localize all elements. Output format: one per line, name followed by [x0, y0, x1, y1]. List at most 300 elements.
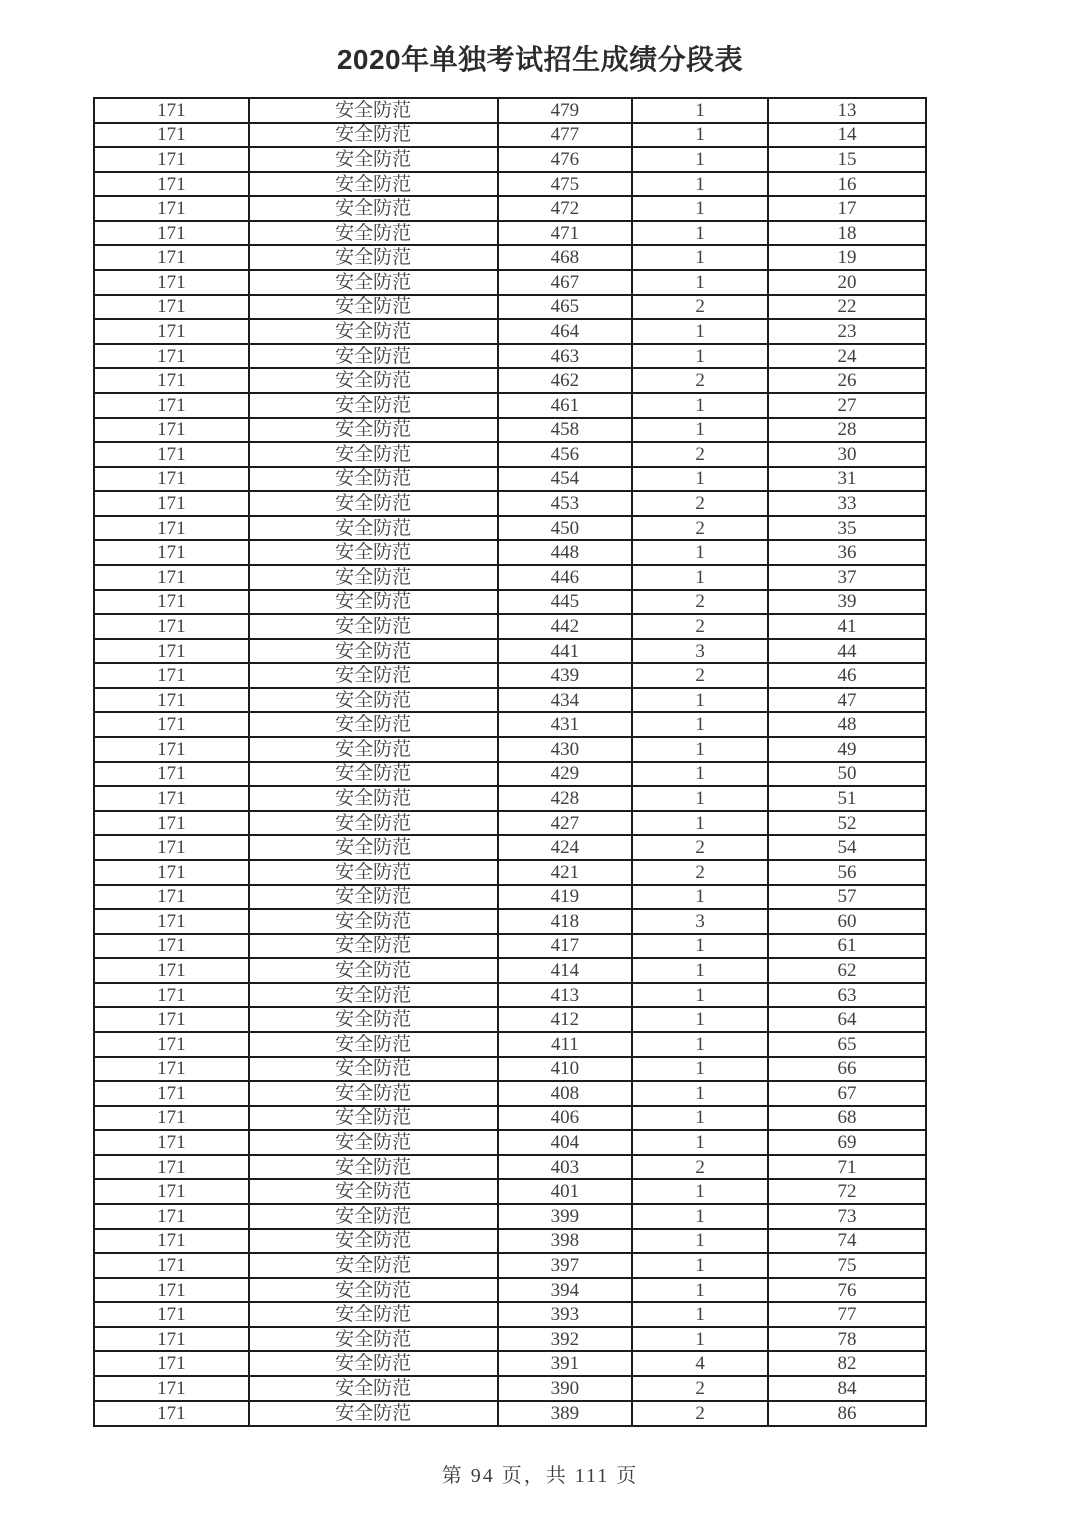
table-row	[94, 1155, 926, 1180]
table-row	[94, 98, 926, 123]
table-cell: 50	[768, 762, 926, 787]
table-cell: 49	[768, 737, 926, 762]
table-cell: 安全防范	[249, 860, 498, 885]
table-cell: 393	[498, 1302, 633, 1327]
table-cell: 1	[632, 1204, 768, 1229]
table-cell: 31	[768, 467, 926, 492]
table-cell: 51	[768, 786, 926, 811]
table-row	[94, 196, 926, 221]
table-cell: 安全防范	[249, 786, 498, 811]
table-cell: 65	[768, 1032, 926, 1057]
table-cell: 171	[94, 909, 249, 934]
table-cell: 171	[94, 1081, 249, 1106]
table-cell: 465	[498, 295, 633, 320]
table-row	[94, 663, 926, 688]
table-cell: 171	[94, 1302, 249, 1327]
table-cell: 71	[768, 1155, 926, 1180]
table-row	[94, 1007, 926, 1032]
table-cell: 18	[768, 221, 926, 246]
table-row	[94, 958, 926, 983]
table-cell: 171	[94, 885, 249, 910]
table-cell: 安全防范	[249, 565, 498, 590]
table-cell: 413	[498, 983, 633, 1008]
table-row	[94, 860, 926, 885]
table-cell: 171	[94, 147, 249, 172]
table-cell: 479	[498, 98, 633, 123]
table-cell: 171	[94, 835, 249, 860]
table-cell: 安全防范	[249, 1401, 498, 1426]
table-cell: 399	[498, 1204, 633, 1229]
table-cell: 2	[632, 860, 768, 885]
table-cell: 57	[768, 885, 926, 910]
table-cell: 171	[94, 540, 249, 565]
table-cell: 78	[768, 1327, 926, 1352]
table-cell: 安全防范	[249, 909, 498, 934]
table-cell: 1	[632, 147, 768, 172]
table-cell: 418	[498, 909, 633, 934]
table-row	[94, 1032, 926, 1057]
table-row	[94, 319, 926, 344]
table-cell: 安全防范	[249, 418, 498, 443]
table-cell: 安全防范	[249, 1057, 498, 1082]
table-cell: 171	[94, 1327, 249, 1352]
table-cell: 60	[768, 909, 926, 934]
table-row	[94, 442, 926, 467]
table-row	[94, 344, 926, 369]
table-row	[94, 147, 926, 172]
table-cell: 48	[768, 712, 926, 737]
table-cell: 1	[632, 1253, 768, 1278]
table-cell: 安全防范	[249, 958, 498, 983]
table-cell: 35	[768, 516, 926, 541]
table-cell: 398	[498, 1229, 633, 1254]
table-cell: 171	[94, 860, 249, 885]
table-cell: 安全防范	[249, 319, 498, 344]
table-cell: 安全防范	[249, 1253, 498, 1278]
table-cell: 47	[768, 688, 926, 713]
table-cell: 472	[498, 196, 633, 221]
table-cell: 171	[94, 958, 249, 983]
table-cell: 171	[94, 663, 249, 688]
table-cell: 1	[632, 811, 768, 836]
table-cell: 424	[498, 835, 633, 860]
table-cell: 安全防范	[249, 639, 498, 664]
table-cell: 安全防范	[249, 540, 498, 565]
table-cell: 安全防范	[249, 811, 498, 836]
table-cell: 1	[632, 958, 768, 983]
table-cell: 1	[632, 1130, 768, 1155]
table-cell: 76	[768, 1278, 926, 1303]
table-cell: 171	[94, 245, 249, 270]
table-cell: 406	[498, 1106, 633, 1131]
table-row	[94, 1130, 926, 1155]
table-cell: 46	[768, 663, 926, 688]
table-cell: 1	[632, 1327, 768, 1352]
table-cell: 安全防范	[249, 1081, 498, 1106]
table-cell: 171	[94, 1278, 249, 1303]
table-cell: 16	[768, 172, 926, 197]
table-row	[94, 123, 926, 148]
table-row	[94, 786, 926, 811]
table-cell: 安全防范	[249, 1376, 498, 1401]
table-row	[94, 712, 926, 737]
table-cell: 171	[94, 467, 249, 492]
table-cell: 3	[632, 909, 768, 934]
score-distribution-table	[93, 97, 927, 1427]
table-cell: 30	[768, 442, 926, 467]
table-cell: 448	[498, 540, 633, 565]
table-cell: 1	[632, 270, 768, 295]
table-cell: 171	[94, 344, 249, 369]
table-cell: 74	[768, 1229, 926, 1254]
table-cell: 安全防范	[249, 491, 498, 516]
table-row	[94, 1057, 926, 1082]
table-cell: 1	[632, 418, 768, 443]
table-cell: 171	[94, 737, 249, 762]
table-row	[94, 1376, 926, 1401]
table-cell: 62	[768, 958, 926, 983]
table-row	[94, 885, 926, 910]
table-cell: 33	[768, 491, 926, 516]
table-cell: 392	[498, 1327, 633, 1352]
table-cell: 安全防范	[249, 663, 498, 688]
table-cell: 1	[632, 737, 768, 762]
table-row	[94, 516, 926, 541]
table-row	[94, 368, 926, 393]
table-cell: 171	[94, 1155, 249, 1180]
table-cell: 安全防范	[249, 983, 498, 1008]
table-cell: 1	[632, 344, 768, 369]
table-cell: 171	[94, 934, 249, 959]
table-cell: 430	[498, 737, 633, 762]
table-cell: 2	[632, 442, 768, 467]
table-row	[94, 1204, 926, 1229]
table-cell: 171	[94, 1376, 249, 1401]
table-cell: 66	[768, 1057, 926, 1082]
table-cell: 安全防范	[249, 172, 498, 197]
table-row	[94, 1401, 926, 1426]
table-cell: 171	[94, 590, 249, 615]
table-cell: 64	[768, 1007, 926, 1032]
table-cell: 171	[94, 393, 249, 418]
table-cell: 17	[768, 196, 926, 221]
table-cell: 1	[632, 467, 768, 492]
table-cell: 391	[498, 1351, 633, 1376]
table-cell: 1	[632, 1278, 768, 1303]
table-cell: 462	[498, 368, 633, 393]
table-cell: 467	[498, 270, 633, 295]
table-cell: 2	[632, 1401, 768, 1426]
table-cell: 171	[94, 368, 249, 393]
table-cell: 86	[768, 1401, 926, 1426]
table-cell: 安全防范	[249, 442, 498, 467]
table-cell: 67	[768, 1081, 926, 1106]
table-cell: 171	[94, 786, 249, 811]
table-cell: 464	[498, 319, 633, 344]
table-cell: 403	[498, 1155, 633, 1180]
table-row	[94, 1253, 926, 1278]
table-cell: 安全防范	[249, 762, 498, 787]
table-cell: 456	[498, 442, 633, 467]
table-cell: 安全防范	[249, 245, 498, 270]
table-cell: 13	[768, 98, 926, 123]
table-cell: 454	[498, 467, 633, 492]
table-row	[94, 491, 926, 516]
table-cell: 72	[768, 1179, 926, 1204]
table-cell: 安全防范	[249, 1130, 498, 1155]
table-cell: 安全防范	[249, 516, 498, 541]
table-cell: 171	[94, 221, 249, 246]
table-cell: 471	[498, 221, 633, 246]
table-cell: 2	[632, 1376, 768, 1401]
table-cell: 171	[94, 1401, 249, 1426]
table-cell: 171	[94, 172, 249, 197]
table-row	[94, 688, 926, 713]
table-cell: 2	[632, 1155, 768, 1180]
table-cell: 2	[632, 516, 768, 541]
table-cell: 2	[632, 663, 768, 688]
table-cell: 171	[94, 123, 249, 148]
table-cell: 安全防范	[249, 1106, 498, 1131]
table-cell: 477	[498, 123, 633, 148]
table-cell: 安全防范	[249, 196, 498, 221]
table-row	[94, 1106, 926, 1131]
table-cell: 2	[632, 368, 768, 393]
table-cell: 68	[768, 1106, 926, 1131]
table-cell: 421	[498, 860, 633, 885]
table-cell: 401	[498, 1179, 633, 1204]
table-cell: 41	[768, 614, 926, 639]
table-cell: 61	[768, 934, 926, 959]
table-cell: 171	[94, 319, 249, 344]
table-cell: 安全防范	[249, 98, 498, 123]
table-cell: 476	[498, 147, 633, 172]
table-cell: 1	[632, 393, 768, 418]
table-cell: 75	[768, 1253, 926, 1278]
table-row	[94, 737, 926, 762]
table-cell: 431	[498, 712, 633, 737]
table-cell: 44	[768, 639, 926, 664]
table-cell: 445	[498, 590, 633, 615]
table-cell: 171	[94, 1253, 249, 1278]
table-cell: 安全防范	[249, 1204, 498, 1229]
table-cell: 1	[632, 934, 768, 959]
table-cell: 475	[498, 172, 633, 197]
table-cell: 171	[94, 712, 249, 737]
table-cell: 171	[94, 1229, 249, 1254]
score-table-body	[94, 98, 926, 1426]
table-cell: 414	[498, 958, 633, 983]
table-cell: 1	[632, 245, 768, 270]
table-cell: 安全防范	[249, 123, 498, 148]
table-cell: 450	[498, 516, 633, 541]
table-cell: 171	[94, 811, 249, 836]
table-row	[94, 1278, 926, 1303]
table-cell: 410	[498, 1057, 633, 1082]
table-cell: 1	[632, 688, 768, 713]
table-cell: 1	[632, 123, 768, 148]
table-cell: 171	[94, 442, 249, 467]
table-cell: 171	[94, 1351, 249, 1376]
table-cell: 171	[94, 1106, 249, 1131]
table-cell: 1	[632, 1302, 768, 1327]
page-number-footer: 第 94 页，共 111 页	[441, 1465, 639, 1487]
table-cell: 安全防范	[249, 344, 498, 369]
table-cell: 453	[498, 491, 633, 516]
table-cell: 82	[768, 1351, 926, 1376]
table-cell: 23	[768, 319, 926, 344]
table-cell: 1	[632, 1106, 768, 1131]
table-row	[94, 393, 926, 418]
table-cell: 安全防范	[249, 1229, 498, 1254]
table-cell: 54	[768, 835, 926, 860]
table-cell: 28	[768, 418, 926, 443]
table-cell: 73	[768, 1204, 926, 1229]
table-cell: 1	[632, 221, 768, 246]
table-row	[94, 614, 926, 639]
table-cell: 171	[94, 516, 249, 541]
table-cell: 2	[632, 491, 768, 516]
table-cell: 171	[94, 491, 249, 516]
table-cell: 安全防范	[249, 1351, 498, 1376]
table-cell: 1	[632, 172, 768, 197]
table-cell: 171	[94, 295, 249, 320]
page-title: 2020年单独考试招生成绩分段表	[336, 44, 744, 75]
table-cell: 26	[768, 368, 926, 393]
table-cell: 2	[632, 590, 768, 615]
table-row	[94, 1302, 926, 1327]
table-cell: 458	[498, 418, 633, 443]
table-cell: 安全防范	[249, 295, 498, 320]
table-cell: 安全防范	[249, 147, 498, 172]
table-cell: 171	[94, 688, 249, 713]
table-cell: 安全防范	[249, 737, 498, 762]
table-cell: 1	[632, 1229, 768, 1254]
table-cell: 439	[498, 663, 633, 688]
table-row	[94, 295, 926, 320]
table-cell: 171	[94, 1130, 249, 1155]
table-cell: 20	[768, 270, 926, 295]
table-cell: 22	[768, 295, 926, 320]
table-row	[94, 811, 926, 836]
table-cell: 171	[94, 418, 249, 443]
table-row	[94, 1229, 926, 1254]
table-cell: 1	[632, 98, 768, 123]
table-cell: 安全防范	[249, 270, 498, 295]
table-cell: 安全防范	[249, 1302, 498, 1327]
table-cell: 171	[94, 762, 249, 787]
table-cell: 1	[632, 786, 768, 811]
table-cell: 171	[94, 614, 249, 639]
table-cell: 171	[94, 98, 249, 123]
table-cell: 441	[498, 639, 633, 664]
table-cell: 24	[768, 344, 926, 369]
table-cell: 1	[632, 1081, 768, 1106]
table-cell: 2	[632, 835, 768, 860]
table-row	[94, 762, 926, 787]
table-cell: 安全防范	[249, 1007, 498, 1032]
table-cell: 429	[498, 762, 633, 787]
table-cell: 1	[632, 1007, 768, 1032]
table-cell: 安全防范	[249, 368, 498, 393]
table-cell: 安全防范	[249, 712, 498, 737]
table-cell: 417	[498, 934, 633, 959]
table-row	[94, 418, 926, 443]
table-cell: 171	[94, 1007, 249, 1032]
table-cell: 安全防范	[249, 885, 498, 910]
table-cell: 安全防范	[249, 835, 498, 860]
table-cell: 1	[632, 1032, 768, 1057]
table-cell: 442	[498, 614, 633, 639]
table-cell: 2	[632, 295, 768, 320]
table-row	[94, 540, 926, 565]
table-cell: 390	[498, 1376, 633, 1401]
table-cell: 安全防范	[249, 688, 498, 713]
table-cell: 27	[768, 393, 926, 418]
table-cell: 安全防范	[249, 221, 498, 246]
table-cell: 15	[768, 147, 926, 172]
table-cell: 安全防范	[249, 614, 498, 639]
table-row	[94, 934, 926, 959]
table-cell: 397	[498, 1253, 633, 1278]
table-cell: 56	[768, 860, 926, 885]
table-cell: 171	[94, 1032, 249, 1057]
table-cell: 463	[498, 344, 633, 369]
table-cell: 37	[768, 565, 926, 590]
table-cell: 安全防范	[249, 1032, 498, 1057]
table-row	[94, 1351, 926, 1376]
table-cell: 1	[632, 762, 768, 787]
table-cell: 412	[498, 1007, 633, 1032]
table-cell: 安全防范	[249, 1179, 498, 1204]
table-cell: 394	[498, 1278, 633, 1303]
table-cell: 安全防范	[249, 1155, 498, 1180]
table-cell: 171	[94, 639, 249, 664]
table-cell: 69	[768, 1130, 926, 1155]
table-cell: 安全防范	[249, 590, 498, 615]
table-row	[94, 245, 926, 270]
table-cell: 411	[498, 1032, 633, 1057]
table-cell: 434	[498, 688, 633, 713]
table-cell: 171	[94, 1204, 249, 1229]
table-row	[94, 172, 926, 197]
table-cell: 39	[768, 590, 926, 615]
table-row	[94, 565, 926, 590]
table-cell: 14	[768, 123, 926, 148]
table-cell: 4	[632, 1351, 768, 1376]
table-row	[94, 835, 926, 860]
table-cell: 安全防范	[249, 393, 498, 418]
table-row	[94, 1179, 926, 1204]
table-cell: 77	[768, 1302, 926, 1327]
table-cell: 389	[498, 1401, 633, 1426]
table-row	[94, 1081, 926, 1106]
table-cell: 1	[632, 319, 768, 344]
table-cell: 52	[768, 811, 926, 836]
table-cell: 安全防范	[249, 1278, 498, 1303]
table-row	[94, 270, 926, 295]
table-cell: 36	[768, 540, 926, 565]
table-cell: 1	[632, 565, 768, 590]
table-row	[94, 983, 926, 1008]
table-row	[94, 590, 926, 615]
table-cell: 427	[498, 811, 633, 836]
table-row	[94, 909, 926, 934]
table-cell: 408	[498, 1081, 633, 1106]
table-cell: 1	[632, 885, 768, 910]
table-cell: 171	[94, 1179, 249, 1204]
table-cell: 404	[498, 1130, 633, 1155]
